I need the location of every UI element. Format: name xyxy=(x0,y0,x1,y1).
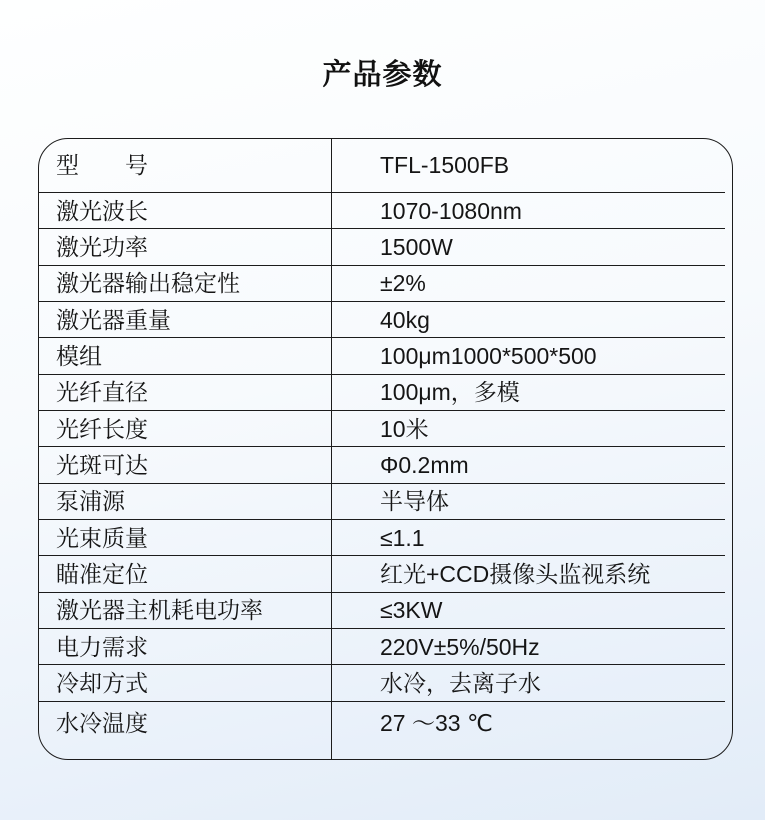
table-row xyxy=(39,665,732,701)
param-value: 红光+CCD摄像头监视系统 xyxy=(380,560,651,587)
param-name: 瞄准定位 xyxy=(56,560,148,587)
param-name: 光纤长度 xyxy=(56,415,148,442)
param-value: ±2% xyxy=(380,270,426,297)
table-row xyxy=(39,520,732,556)
param-name: 模组 xyxy=(56,342,102,369)
table-row xyxy=(39,629,732,665)
param-value: 1070-1080nm xyxy=(380,197,522,224)
param-name: 激光波长 xyxy=(56,197,148,224)
table-row xyxy=(39,593,732,629)
table-row xyxy=(39,375,732,411)
table-row xyxy=(39,193,732,229)
param-value: 10米 xyxy=(380,415,429,442)
param-value: 100μm1000*500*500 xyxy=(380,342,597,369)
table-row xyxy=(39,229,732,265)
table-row xyxy=(39,556,732,592)
param-name: 泵浦源 xyxy=(56,488,125,515)
param-value: 40kg xyxy=(380,306,430,333)
param-value: ≤3KW xyxy=(380,597,443,624)
table-row xyxy=(39,338,732,374)
param-name: 水冷温度 xyxy=(56,709,148,736)
param-value: 半导体 xyxy=(380,488,449,515)
param-name: 激光器输出稳定性 xyxy=(56,270,240,297)
table-row xyxy=(39,447,732,483)
param-name: 电力需求 xyxy=(56,633,148,660)
param-name: 激光器主机耗电功率 xyxy=(56,597,263,624)
param-name: 光束质量 xyxy=(56,524,148,551)
table-row xyxy=(39,302,732,338)
param-name: 冷却方式 xyxy=(56,669,148,696)
param-name: 激光器重量 xyxy=(56,306,171,333)
table-row xyxy=(39,484,732,520)
table-row xyxy=(39,139,732,193)
param-value: 27 ～33 ℃ xyxy=(380,709,493,736)
param-value: 220V±5%/50Hz xyxy=(380,633,540,660)
table-row xyxy=(39,702,732,759)
param-value: 1500W xyxy=(380,233,453,260)
param-value: 100μm，多模 xyxy=(380,379,520,406)
param-name: 光纤直径 xyxy=(56,379,148,406)
table-row xyxy=(39,266,732,302)
table-rows xyxy=(39,139,732,759)
param-name: 型 号 xyxy=(56,152,148,179)
spec-table xyxy=(38,138,733,760)
param-name: 光斑可达 xyxy=(56,451,148,478)
page-title: 产品参数 xyxy=(322,59,443,91)
param-value: ≤1.1 xyxy=(380,524,425,551)
param-value: 水冷，去离子水 xyxy=(380,669,541,696)
param-value: Φ0.2mm xyxy=(380,451,469,478)
table-row xyxy=(39,411,732,447)
param-value: TFL-1500FB xyxy=(380,152,510,179)
param-name: 激光功率 xyxy=(56,233,148,260)
